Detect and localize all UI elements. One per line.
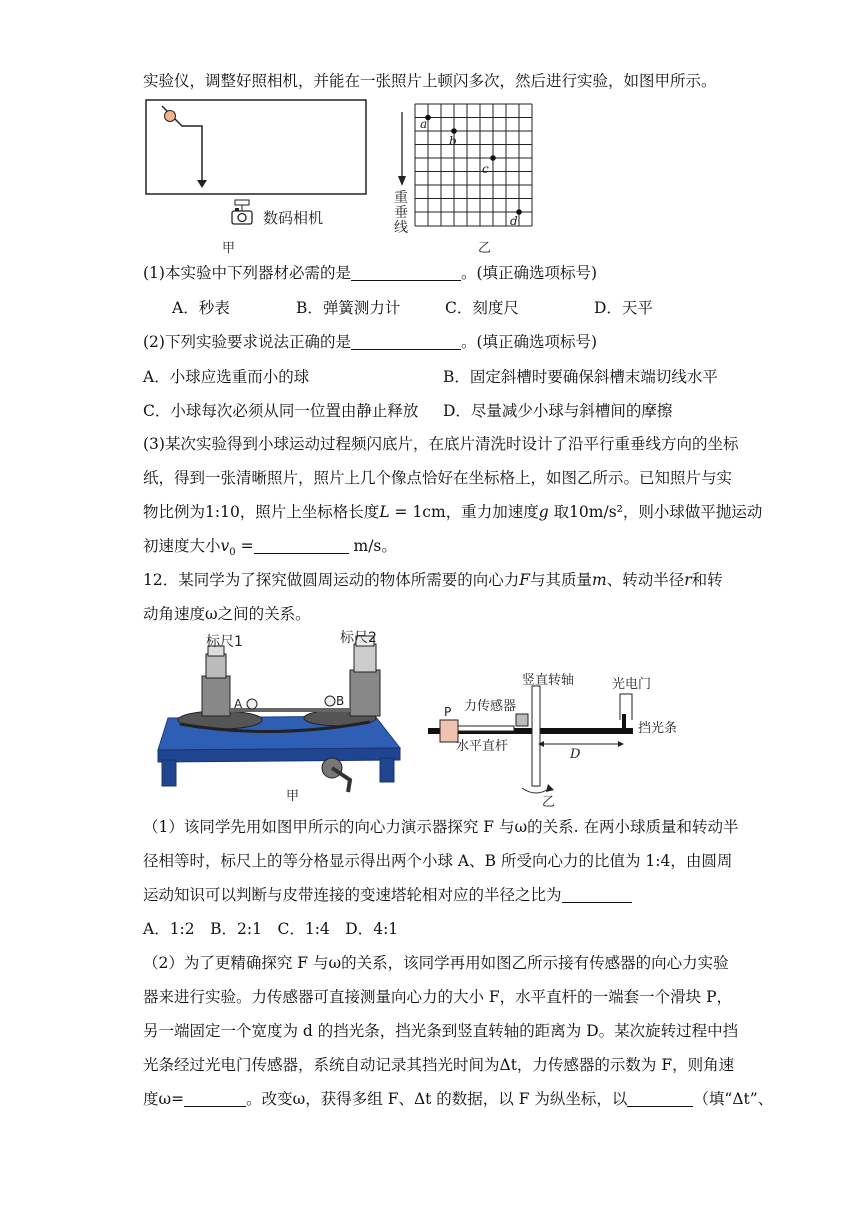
figure-1 [140, 98, 540, 258]
intro-line: 实验仪，调整好照相机，并能在一张照片上顿闪多次，然后进行实验，如图甲所示。 [143, 72, 717, 90]
q11-3-line1: (3)某次实验得到小球运动过程频闪底片，在底片清洗时设计了沿平行重垂线方向的坐标 [143, 435, 739, 453]
q12-1-line2: 径相等时，标尺上的等分格显示得出两个小球 A、B 所受向心力的比值为 1:4，由圆周 [143, 852, 733, 870]
q11-1-option-d: D．天平 [594, 299, 653, 317]
q11-1-option-a: A．秒表 [172, 299, 230, 317]
q11-1-stem: (1)本实验中下列器材必需的是 。(填正确选项标号) [143, 264, 598, 282]
plumb-label-3: 线 [394, 220, 408, 236]
point-c [490, 155, 496, 161]
q11-2-stem: (2)下列实验要求说法正确的是 。(填正确选项标号) [143, 333, 598, 351]
distance-d-label: D [570, 747, 581, 762]
q12-2-line1: （2）为了更精确探究 F 与ω的关系，该同学再用如图乙所示接有传感器的向心力实验 [143, 954, 729, 972]
figure-2 [150, 628, 700, 808]
ball [165, 111, 176, 122]
q11-1-option-c: C．刻度尺 [445, 299, 519, 317]
fig-yi-label: 乙 [478, 241, 492, 256]
q12-line1: 12．某同学为了探究做圆周运动的物体所需要的向心力F与其质量m、转动半径r和转 [143, 571, 723, 589]
q11-2-option-a: A．小球应选重而小的球 [143, 368, 310, 386]
q11-3-line3: 物比例为1:10，照片上坐标格长度L = 1cm，重力加速度g 取10m/s²，则小球做平抛运动 [143, 503, 763, 521]
base-front [158, 748, 400, 762]
q12-2-line2: 器来进行实验。力传感器可直接测量向心力的大小 F，水平直杆的一端套一个滑块 P， [143, 988, 733, 1006]
vertical-axis [532, 686, 540, 786]
force-sensor [516, 714, 528, 726]
q11-2-option-b: B．固定斜槽时要确保斜槽末端切线水平 [443, 368, 718, 386]
ball-b [325, 696, 335, 706]
horizontal-rod-label: 水平直杆 [456, 739, 509, 754]
slider-p-label: P [444, 705, 452, 719]
force-sensor-label: 力传感器 [464, 699, 517, 714]
grid [415, 104, 532, 226]
label-d: d [510, 214, 518, 228]
answer-blank[interactable] [351, 333, 461, 350]
q12-line2: 动角速度ω之间的关系。 [143, 605, 311, 623]
q12-1-line1: （1）该同学先用如图甲所示的向心力演示器探究 F 与ω的关系. 在两小球质量和转动半 [143, 818, 739, 836]
camera-label: 数码相机 [263, 209, 324, 227]
crank-handle [332, 768, 350, 792]
label-a: a [420, 117, 428, 131]
q11-2-option-c: C．小球每次必须从同一位置由静止释放 [143, 402, 419, 420]
trajectory-box [146, 100, 366, 194]
fig-jia-label: 甲 [222, 241, 236, 256]
plumb-label-2: 垂 [394, 205, 408, 221]
answer-blank[interactable] [254, 537, 349, 554]
ruler1-label: 标尺1 [206, 634, 243, 650]
plumb-label-1: 重 [394, 190, 408, 206]
label-c: c [482, 162, 489, 176]
light-strip [622, 714, 626, 734]
q11-1-option-b: B．弹簧测力计 [296, 299, 401, 317]
ball-a [247, 699, 257, 709]
q12-2-line4: 光条经过光电门传感器，系统自动记录其挡光时间为Δt，力传感器的示数为 F，则角速 [143, 1056, 735, 1074]
q11-3-line2: 纸，得到一张清晰照片，照片上几个像点恰好在坐标格上，如图乙所示。已知照片与实 [143, 469, 733, 487]
answer-blank[interactable] [627, 1090, 693, 1107]
vertical-axis-label: 竖直转轴 [522, 673, 575, 688]
answer-blank[interactable] [184, 1090, 246, 1107]
answer-blank[interactable] [351, 264, 461, 281]
light-strip-label: 挡光条 [638, 721, 678, 736]
fig2-jia-label: 甲 [286, 789, 300, 804]
ball-a-label: A [234, 697, 243, 711]
q11-3-line4: 初速度大小$v_0 = m/s$。 [143, 537, 397, 559]
q12-1-options: A．1:2 B．2:1 C．1:4 D．4:1 [143, 920, 399, 938]
label-b: b [449, 134, 457, 148]
q12-1-line3: 运动知识可以判断与皮带连接的变速塔轮相对应的半径之比为 [143, 884, 632, 906]
ball-b-label: B [336, 694, 345, 708]
q12-2-line5: 度ω= 。改变ω，获得多组 F、Δt 的数据，以 F 为纵坐标，以 （填“Δt”、 [143, 1090, 774, 1108]
point-b [451, 128, 457, 134]
answer-blank[interactable] [562, 886, 632, 903]
q12-2-line3: 另一端固定一个宽度为 d 的挡光条，挡光条到竖直转轴的距离为 D。某次旋转过程中挡 [143, 1022, 739, 1040]
ruler2-label: 标尺2 [340, 630, 377, 646]
q11-2-option-d: D．尽量减少小球与斜槽间的摩擦 [443, 402, 673, 420]
arrow-head [197, 180, 207, 188]
photogate-label: 光电门 [612, 677, 652, 692]
camera-icon [232, 200, 252, 224]
fig2-yi-label: 乙 [542, 795, 556, 808]
